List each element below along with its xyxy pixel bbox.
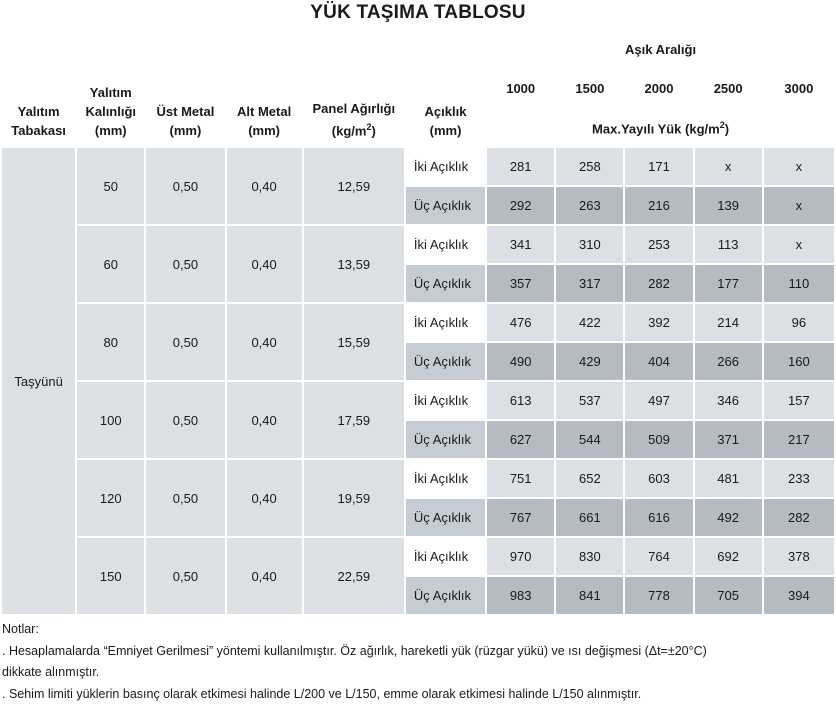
load-value-cell: 371 bbox=[695, 421, 762, 458]
load-value-cell: 292 bbox=[487, 187, 554, 224]
load-value-cell: 310 bbox=[556, 226, 623, 263]
load-value-cell: 139 bbox=[695, 187, 762, 224]
load-value-cell: 983 bbox=[487, 577, 554, 614]
load-value-cell: x bbox=[764, 148, 834, 185]
header-layer: Yalıtım Tabakası bbox=[2, 31, 75, 146]
span-label-cell: Üç Açıklık bbox=[406, 421, 485, 458]
load-value-cell: 429 bbox=[556, 343, 623, 380]
span-label-cell: Üç Açıklık bbox=[406, 577, 485, 614]
header-bottom-metal: Alt Metal (mm) bbox=[227, 31, 302, 146]
table-row bbox=[2, 148, 834, 185]
load-value-cell: 281 bbox=[487, 148, 554, 185]
load-value-cell: 258 bbox=[556, 148, 623, 185]
table-row bbox=[2, 460, 834, 497]
panel-weight-cell: 17,59 bbox=[304, 382, 404, 458]
thickness-cell: 60 bbox=[77, 226, 144, 302]
top-metal-cell: 0,50 bbox=[146, 538, 224, 614]
panel-weight-cell: 12,59 bbox=[304, 148, 404, 224]
top-metal-cell: 0,50 bbox=[146, 460, 224, 536]
panel-weight-cell: 19,59 bbox=[304, 460, 404, 536]
load-value-cell: 767 bbox=[487, 499, 554, 536]
span-label-cell: İki Açıklık bbox=[406, 226, 485, 263]
note-line: dikkate alınmıştır. bbox=[2, 662, 834, 684]
load-value-cell: 317 bbox=[556, 265, 623, 302]
header-spacing-1000: 1000 bbox=[487, 70, 554, 107]
load-value-cell: 216 bbox=[625, 187, 692, 224]
load-value-cell: 282 bbox=[764, 499, 834, 536]
span-label-cell: Üç Açıklık bbox=[406, 343, 485, 380]
thickness-cell: 50 bbox=[77, 148, 144, 224]
span-label-cell: İki Açıklık bbox=[406, 538, 485, 575]
header-spacing-2000: 2000 bbox=[625, 70, 692, 107]
header-spacing-3000: 3000 bbox=[764, 70, 834, 107]
table-row bbox=[2, 382, 834, 419]
span-label-cell: Üç Açıklık bbox=[406, 187, 485, 224]
load-value-cell: 497 bbox=[625, 382, 692, 419]
header-top-metal: Üst Metal (mm) bbox=[146, 31, 224, 146]
load-value-cell: 509 bbox=[625, 421, 692, 458]
bottom-metal-cell: 0,40 bbox=[227, 538, 302, 614]
bottom-metal-cell: 0,40 bbox=[227, 226, 302, 302]
load-value-cell: 652 bbox=[556, 460, 623, 497]
load-value-cell: 157 bbox=[764, 382, 834, 419]
load-value-cell: 341 bbox=[487, 226, 554, 263]
bottom-metal-cell: 0,40 bbox=[227, 460, 302, 536]
load-value-cell: 841 bbox=[556, 577, 623, 614]
load-value-cell: 751 bbox=[487, 460, 554, 497]
load-value-cell: 490 bbox=[487, 343, 554, 380]
layer-cell: Taşyünü bbox=[2, 148, 75, 614]
load-value-cell: 233 bbox=[764, 460, 834, 497]
thickness-cell: 100 bbox=[77, 382, 144, 458]
top-metal-cell: 0,50 bbox=[146, 382, 224, 458]
load-value-cell: 346 bbox=[695, 382, 762, 419]
load-value-cell: 481 bbox=[695, 460, 762, 497]
load-value-cell: 764 bbox=[625, 538, 692, 575]
panel-weight-cell: 22,59 bbox=[304, 538, 404, 614]
header-panel-weight: Panel Ağırlığı $(kg/m^2)$ bbox=[304, 31, 404, 146]
load-value-cell: 476 bbox=[487, 304, 554, 341]
load-table bbox=[0, 29, 836, 616]
load-value-cell: 422 bbox=[556, 304, 623, 341]
span-label-cell: Üç Açıklık bbox=[406, 265, 485, 302]
load-value-cell: 282 bbox=[625, 265, 692, 302]
header-spacing-1500: 1500 bbox=[556, 70, 623, 107]
panel-weight-cell: 13,59 bbox=[304, 226, 404, 302]
header-thickness: Yalıtım Kalınlığı (mm) bbox=[77, 31, 144, 146]
header-span: Açıklık (mm) bbox=[406, 31, 485, 146]
bottom-metal-cell: 0,40 bbox=[227, 148, 302, 224]
load-value-cell: 492 bbox=[695, 499, 762, 536]
load-value-cell: x bbox=[695, 148, 762, 185]
load-value-cell: 616 bbox=[625, 499, 692, 536]
note-line: . Sehim limiti yüklerin basınç olarak etkimesi halinde L/200 ve L/150, emme olarak etkimesi halinde L/150 alınmıştır. bbox=[2, 684, 834, 705]
load-value-cell: 177 bbox=[695, 265, 762, 302]
load-value-cell: 544 bbox=[556, 421, 623, 458]
table-row bbox=[2, 304, 834, 341]
load-value-cell: x bbox=[764, 226, 834, 263]
top-metal-cell: 0,50 bbox=[146, 148, 224, 224]
table-row bbox=[2, 226, 834, 263]
load-value-cell: 96 bbox=[764, 304, 834, 341]
load-value-cell: 970 bbox=[487, 538, 554, 575]
load-value-cell: 263 bbox=[556, 187, 623, 224]
load-value-cell: 253 bbox=[625, 226, 692, 263]
span-label-cell: İki Açıklık bbox=[406, 460, 485, 497]
load-value-cell: 110 bbox=[764, 265, 834, 302]
load-value-cell: 160 bbox=[764, 343, 834, 380]
thickness-cell: 80 bbox=[77, 304, 144, 380]
load-value-cell: 692 bbox=[695, 538, 762, 575]
load-value-cell: 113 bbox=[695, 226, 762, 263]
load-value-cell: 357 bbox=[487, 265, 554, 302]
page-title: YÜK TAŞIMA TABLOSU bbox=[0, 2, 836, 24]
top-metal-cell: 0,50 bbox=[146, 304, 224, 380]
notes-heading: Notlar: bbox=[2, 619, 834, 641]
load-value-cell: 705 bbox=[695, 577, 762, 614]
load-value-cell: 217 bbox=[764, 421, 834, 458]
top-metal-cell: 0,50 bbox=[146, 226, 224, 302]
load-value-cell: 603 bbox=[625, 460, 692, 497]
load-value-cell: 537 bbox=[556, 382, 623, 419]
load-value-cell: x bbox=[764, 187, 834, 224]
bottom-metal-cell: 0,40 bbox=[227, 382, 302, 458]
load-value-cell: 266 bbox=[695, 343, 762, 380]
header-purlin-spacing: Aşık Aralığı bbox=[487, 31, 834, 68]
load-value-cell: 627 bbox=[487, 421, 554, 458]
load-value-cell: 392 bbox=[625, 304, 692, 341]
thickness-cell: 150 bbox=[77, 538, 144, 614]
header-max-load: Max.Yayılı Yük $(kg/m^2)$ bbox=[487, 109, 834, 146]
span-label-cell: İki Açıklık bbox=[406, 148, 485, 185]
panel-weight-cell: 15,59 bbox=[304, 304, 404, 380]
notes bbox=[2, 619, 834, 705]
span-label-cell: İki Açıklık bbox=[406, 304, 485, 341]
load-value-cell: 830 bbox=[556, 538, 623, 575]
thickness-cell: 120 bbox=[77, 460, 144, 536]
bottom-metal-cell: 0,40 bbox=[227, 304, 302, 380]
load-value-cell: 214 bbox=[695, 304, 762, 341]
load-value-cell: 404 bbox=[625, 343, 692, 380]
note-line: . Hesaplamalarda “Emniyet Gerilmesi” yöntemi kullanılmıştır. Öz ağırlık, hareketli yük (rüzgar yükü) ve ısı değişmesi (Δt=±20°C) bbox=[2, 641, 834, 663]
load-value-cell: 394 bbox=[764, 577, 834, 614]
load-value-cell: 778 bbox=[625, 577, 692, 614]
load-value-cell: 171 bbox=[625, 148, 692, 185]
table-row bbox=[2, 538, 834, 575]
load-value-cell: 378 bbox=[764, 538, 834, 575]
load-value-cell: 613 bbox=[487, 382, 554, 419]
header-spacing-2500: 2500 bbox=[695, 70, 762, 107]
load-value-cell: 661 bbox=[556, 499, 623, 536]
span-label-cell: Üç Açıklık bbox=[406, 499, 485, 536]
span-label-cell: İki Açıklık bbox=[406, 382, 485, 419]
